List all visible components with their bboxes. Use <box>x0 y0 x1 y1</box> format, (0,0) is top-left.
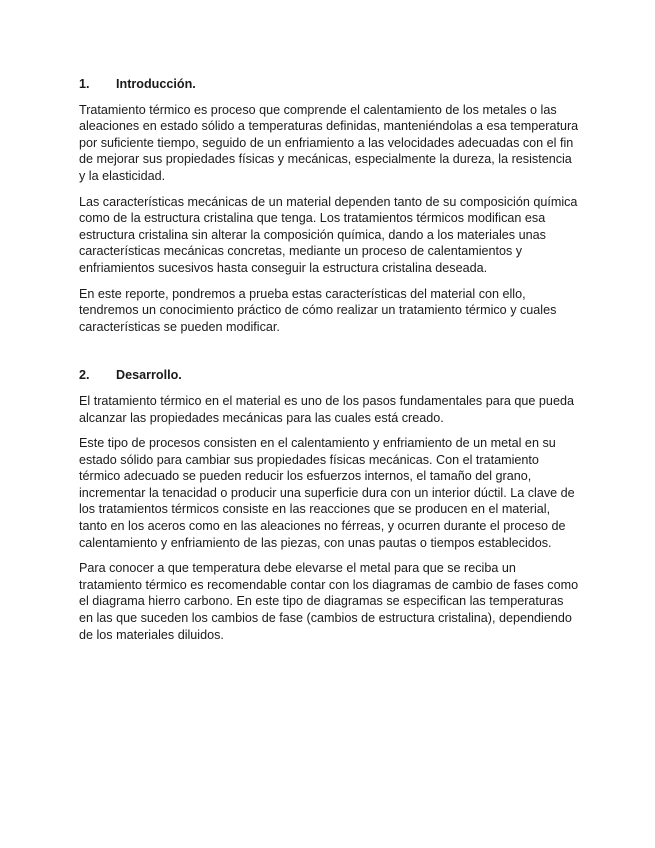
paragraph: Para conocer a que temperatura debe elevarse el metal para que se reciba un tratamiento térmico es recomendable contar con los diagramas de cambio de fases como el diagrama hierro carbono. En este tipo de diagramas se especifican las temperaturas en las que suceden los cambios de fase (cambios de estructura cristalina), dependiendo de los materiales diluidos. <box>79 561 579 642</box>
paragraph: Las características mecánicas de un material dependen tanto de su composición química como de la estructura cristalina que tenga. Los tratamientos térmicos modifican esa estructura cristalina sin alterar la composición química, dando a los materiales unas características mecánicas concretas, mediante un proceso de calentamientos y enfriamientos sucesivos hasta conseguir la estructura cristalina deseada. <box>79 194 578 275</box>
section-number: 1. <box>79 77 90 91</box>
paragraph: El tratamiento térmico en el material es uno de los pasos fundamentales para que pueda alcanzar las propiedades mecánicas para las cuales está creado. <box>79 393 574 425</box>
document-body <box>79 76 579 652</box>
section-number: 2. <box>79 368 90 383</box>
section-heading-desarrollo <box>79 367 579 384</box>
paragraph: Este tipo de procesos consisten en el calentamiento y enfriamiento de un metal en su estado sólido para cambiar sus propiedades físicas mecánicas. Con el tratamiento térmico adecuado se pueden reducir los esfuerzos internos, el tamaño del grano, incrementar la tenacidad o producir una superficie dura con un interior dúctil. La clave de los tratamientos térmicos consiste en las reacciones que se producen en el material, tanto en los aceros como en las aleaciones no férreas, y ocurren durante el proceso de calentamiento y enfriamiento de las piezas, con unas pautas o tiempos establecidos. <box>79 436 575 550</box>
section-title: Desarrollo. <box>116 368 182 383</box>
section-spacer <box>79 344 579 367</box>
section-title: Introducción. <box>116 77 196 91</box>
paragraph: Tratamiento térmico es proceso que comprende el calentamiento de los metales o las aleaciones en estado sólido a temperaturas definidas, manteniéndolas a esa temperatura por suficiente tiempo, seguido de un enfriamiento a las velocidades adecuadas con el fin de mejorar sus propiedades físicas y mecánicas, especialmente la dureza, la resistencia y la elasticidad. <box>79 102 579 183</box>
paragraph: En este reporte, pondremos a prueba estas características del material con ello, tendremos un conocimiento práctico de cómo realizar un tratamiento térmico y cuales características se pueden modificar. <box>79 286 557 334</box>
section-heading-introduccion <box>79 76 579 93</box>
